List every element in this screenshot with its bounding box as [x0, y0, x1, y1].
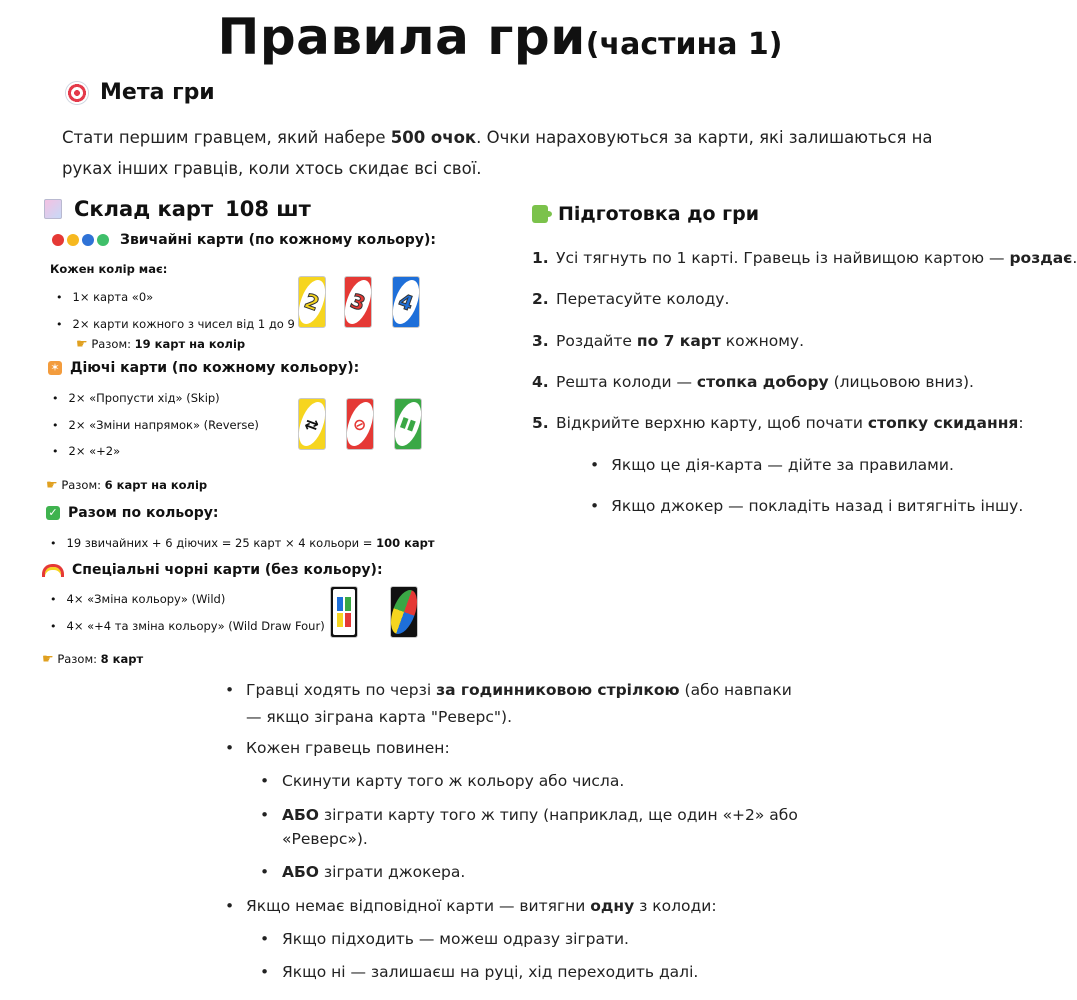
- gameplay-fits: • Якщо підходить — можеш одразу зіграти.: [282, 930, 629, 948]
- action-item-draw-two: • 2× «+2»: [52, 444, 120, 458]
- gameplay-turn-line2: — якщо зіграна карта "Реверс").: [246, 708, 513, 726]
- special-heading-text: Спеціальні чорні карти (без кольору):: [72, 562, 383, 578]
- prep-step-4: [532, 373, 974, 391]
- card-value: 2: [294, 277, 330, 328]
- gameplay-must: • Кожен гравець повинен:: [246, 739, 450, 757]
- action-item-skip: • 2× «Пропусти хід» (Skip): [52, 391, 220, 405]
- per-color-heading: [46, 505, 219, 521]
- per-color-total: 100 карт: [376, 536, 435, 550]
- special-item-wild: • 4× «Зміна кольору» (Wild): [50, 592, 225, 606]
- per-color-line-text: 19 звичайних + 6 діючих = 25 карт × 4 кольори =: [66, 536, 377, 550]
- goal-text-end: . Очки нараховуються за карти, які залишаються на руках інших гравців, коли хтось скидає всі свої.: [62, 128, 933, 178]
- action-total-value: 6 карт на колір: [104, 478, 208, 492]
- no-card-bold: одну: [590, 897, 635, 915]
- card-deck-icon: [44, 199, 62, 219]
- pointing-hand-icon: ☛: [46, 478, 58, 493]
- gameplay-option-2-line2: «Реверс»).: [282, 830, 368, 848]
- regular-item-zero: • 1× карта «0»: [56, 290, 153, 304]
- option-text: зіграти джокера.: [319, 863, 466, 881]
- turn-text: Гравці ходять по черзі: [246, 681, 437, 699]
- action-item-reverse: • 2× «Зміни напрямок» (Reverse): [52, 418, 259, 432]
- title-main: Правила гри: [217, 8, 586, 66]
- regular-total: [76, 337, 245, 351]
- step-bold: роздає: [1009, 249, 1073, 267]
- target-icon: [66, 82, 88, 104]
- pointing-hand-icon: ☛: [76, 337, 88, 352]
- step-number: 2.: [532, 290, 549, 308]
- step-number: 1.: [532, 249, 549, 267]
- title-sub: (частина 1): [585, 27, 783, 62]
- red-skip-card: [346, 398, 374, 450]
- regular-item-numbers: • 2× карти кожного з чисел від 1 до 9: [56, 317, 295, 331]
- prep-sub-joker: • Якщо джокер — покладіть назад і витягніть іншу.: [590, 497, 1023, 515]
- red-three-card: [344, 276, 372, 328]
- rainbow-icon: [42, 564, 64, 577]
- step-number: 5.: [532, 414, 549, 432]
- puzzle-piece-icon: [532, 205, 548, 223]
- special-total-label: Разом:: [57, 652, 101, 666]
- gameplay-not-fits: • Якщо ні — залишаєш на руці, хід переходить далі.: [282, 963, 698, 981]
- prep-heading: [532, 203, 759, 225]
- regular-total-label: Разом:: [91, 337, 135, 351]
- step-text: Перетасуйте колоду.: [556, 290, 730, 308]
- page-title: [0, 8, 1000, 66]
- step-text-end: (лицьовою вниз).: [828, 373, 974, 391]
- green-draw-two-card: [394, 398, 422, 450]
- step-number: 4.: [532, 373, 549, 391]
- deck-count: 108 шт: [225, 197, 311, 221]
- turn-bold: за годинниковою стрілкою: [436, 681, 680, 699]
- goal-text: [62, 122, 952, 184]
- prep-heading-text: Підготовка до гри: [558, 203, 760, 225]
- goal-text-start: Стати першим гравцем, який набере: [62, 128, 391, 147]
- skip-icon: ⊘: [342, 399, 378, 450]
- blue-four-card: [392, 276, 420, 328]
- card-value: 3: [340, 277, 376, 328]
- option-or: АБО: [282, 806, 319, 824]
- step-text-end: .: [1072, 249, 1077, 267]
- deck-heading: [44, 197, 311, 221]
- goal-heading-text: Мета гри: [100, 80, 215, 105]
- prep-step-1: [532, 249, 1077, 267]
- goal-points: 500 очок: [390, 128, 477, 147]
- per-color-line: [50, 536, 435, 550]
- yellow-reverse-card: [298, 398, 326, 450]
- prep-sub-action: • Якщо це дія-карта — дійте за правилами.: [590, 456, 954, 474]
- action-total-label: Разом:: [61, 478, 105, 492]
- special-total: [42, 652, 143, 666]
- reverse-icon: ⇄: [294, 399, 330, 450]
- gameplay-no-card: [246, 897, 717, 915]
- special-total-value: 8 карт: [100, 652, 144, 666]
- regular-total-value: 19 карт на колір: [134, 337, 246, 351]
- check-mark-icon: ✓: [46, 506, 60, 520]
- special-item-wild-four: • 4× «+4 та зміна кольору» (Wild Draw Four): [50, 619, 325, 633]
- step-number: 3.: [532, 332, 549, 350]
- step-text: Відкрийте верхню карту, щоб почати: [556, 414, 868, 432]
- step-text-end: кожному.: [720, 332, 805, 350]
- goal-heading: [66, 80, 215, 105]
- gameplay-turn: [246, 681, 792, 699]
- pointing-hand-icon: ☛: [42, 652, 54, 667]
- gameplay-option-3: [282, 863, 465, 881]
- wild-oval-icon: [386, 587, 422, 638]
- wild-card: [390, 586, 418, 638]
- card-value: 4: [388, 277, 424, 328]
- color-dots-icon: [52, 232, 112, 248]
- action-heading-text: Діючі карти (по кожному кольору):: [70, 360, 360, 376]
- regular-heading-text: Звичайні карти (по кожному кольору):: [120, 232, 436, 248]
- action-total: [46, 478, 207, 492]
- special-heading: [42, 562, 383, 578]
- step-text: Роздайте: [556, 332, 637, 350]
- each-color-label: Кожен колір має:: [50, 262, 168, 276]
- prep-step-3: [532, 332, 804, 350]
- step-text: Усі тягнуть по 1 карті. Гравець із найвищою картою —: [556, 249, 1010, 267]
- step-bold: стопку скидання: [867, 414, 1019, 432]
- step-bold: стопка добору: [696, 373, 829, 391]
- wild-draw-four-card: [330, 586, 358, 638]
- prep-step-5: [532, 414, 1024, 432]
- gameplay-option-1: • Скинути карту того ж кольору або числа.: [282, 772, 624, 790]
- turn-text-end: (або навпаки: [679, 681, 792, 699]
- gameplay-option-2: [282, 806, 798, 824]
- explosion-icon: ✶: [48, 361, 62, 375]
- prep-step-2: [532, 290, 729, 308]
- option-or: АБО: [282, 863, 319, 881]
- step-text: Решта колоди —: [556, 373, 697, 391]
- action-heading: [48, 360, 359, 376]
- deck-heading-text: Склад карт: [74, 197, 214, 221]
- step-bold: по 7 карт: [636, 332, 721, 350]
- per-color-heading-text: Разом по кольору:: [68, 505, 219, 521]
- regular-heading: [52, 232, 436, 248]
- draw-two-icon: ▮▮: [390, 399, 426, 450]
- mini-cards-icon: [333, 589, 355, 635]
- no-card-text-end: з колоди:: [634, 897, 717, 915]
- option-text: зіграти карту того ж типу (наприклад, ще один «+2» або: [319, 806, 798, 824]
- no-card-text: Якщо немає відповідної карти — витягни: [246, 897, 591, 915]
- yellow-two-card: [298, 276, 326, 328]
- step-text-end: :: [1018, 414, 1024, 432]
